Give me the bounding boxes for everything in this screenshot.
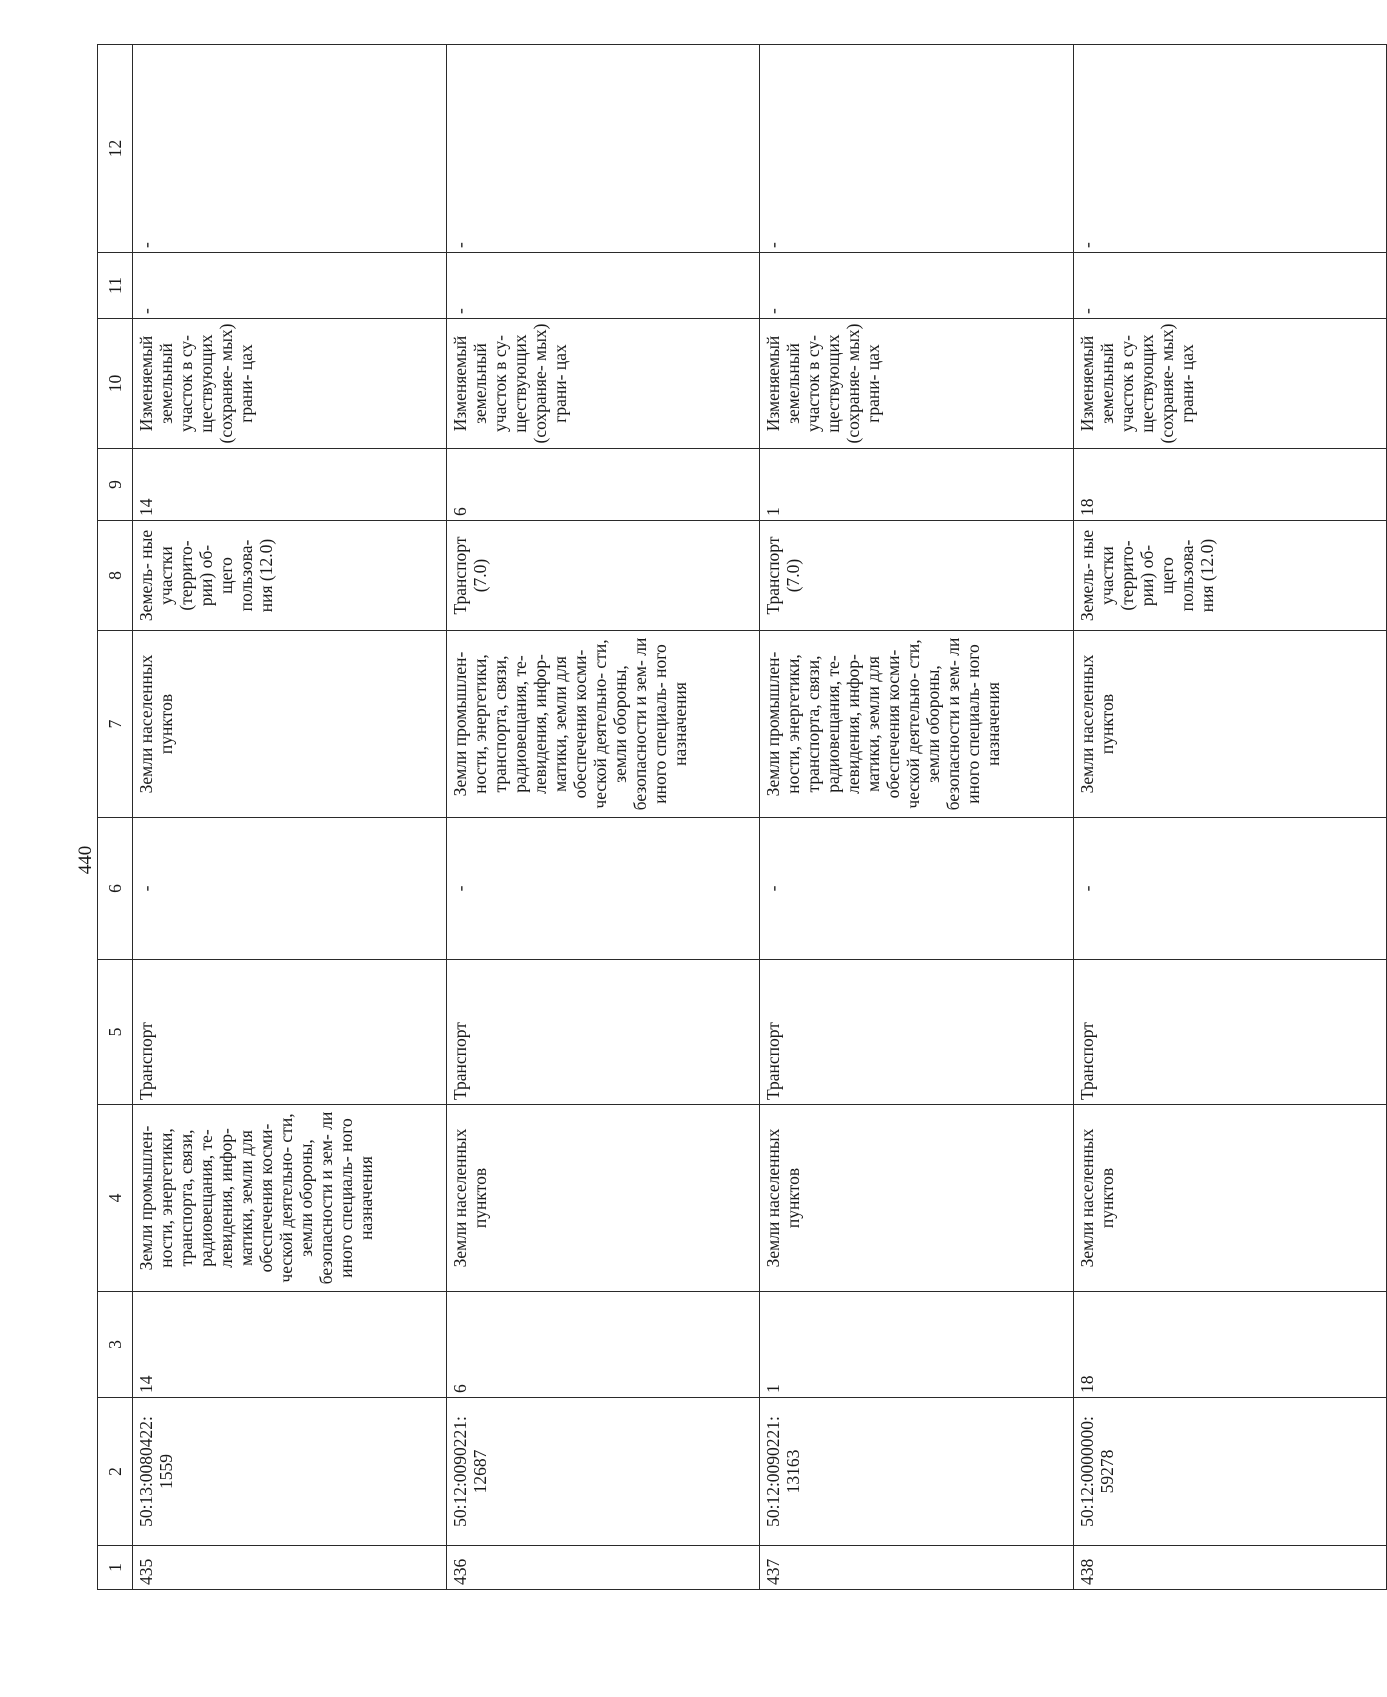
cell-col12: - [1073, 45, 1386, 253]
plot-status-cell: Изменяемый земельный участок в су- ществующих (сохраняе- мых) грани- цах [133, 319, 446, 449]
column-header: 6 [98, 818, 133, 960]
cell-col6: - [760, 818, 1073, 960]
land-plots-table [97, 44, 1387, 1590]
land-category-cell: Земли населенных пунктов [133, 631, 446, 818]
cell-col5: Транспорт [446, 960, 759, 1105]
row-number-cell: 437 [760, 1546, 1073, 1590]
cell-col11: - [1073, 253, 1386, 319]
column-header: 3 [98, 1292, 133, 1398]
cell-col11: - [760, 253, 1073, 319]
cadastral-number-cell: 50:13:0080422: 1559 [133, 1398, 446, 1546]
column-header: 7 [98, 631, 133, 818]
table-row [133, 45, 446, 1590]
cadastral-number-cell: 50:12:0090221: 13163 [760, 1398, 1073, 1546]
row-number-cell: 438 [1073, 1546, 1386, 1590]
permitted-use-cell: Транспорт (7.0) [760, 521, 1073, 631]
cell-col9: 1 [760, 449, 1073, 521]
cell-col9: 18 [1073, 449, 1386, 521]
table-row [1073, 45, 1386, 1590]
cell-col3: 14 [133, 1292, 446, 1398]
plot-status-cell: Изменяемый земельный участок в су- ществующих (сохраняе- мых) грани- цах [446, 319, 759, 449]
cell-col3: 18 [1073, 1292, 1386, 1398]
cell-col3: 6 [446, 1292, 759, 1398]
column-header: 11 [98, 253, 133, 319]
land-category-cell: Земли промышлен- ности, энергетики, транспорта, связи, радиовещания, те- левидения, инфор- матики, земли для обеспечения косми- ческой деятельно- сти, земли обороны, безопасности и зем- ли иного специаль- ного назначения [446, 631, 759, 818]
cadastral-number-cell: 50:12:0090221: 12687 [446, 1398, 759, 1546]
plot-status-cell: Изменяемый земельный участок в су- ществующих (сохраняе- мых) грани- цах [1073, 319, 1386, 449]
cadastral-number-cell: 50:12:0000000: 59278 [1073, 1398, 1386, 1546]
column-header: 12 [98, 45, 133, 253]
column-header: 2 [98, 1398, 133, 1546]
land-category-cell: Земли промышлен- ности, энергетики, транспорта, связи, радиовещания, те- левидения, инфор- матики, земли для обеспечения косми- ческой деятельно- сти, земли обороны, безопасности и зем- ли иного специаль- ного назначения [133, 1105, 446, 1292]
cell-col9: 14 [133, 449, 446, 521]
cell-col12: - [446, 45, 759, 253]
column-header: 8 [98, 521, 133, 631]
land-category-cell: Земли населенных пунктов [1073, 1105, 1386, 1292]
permitted-use-cell: Земель- ные участки (террито- рии) об- щего пользова- ния (12.0) [133, 521, 446, 631]
cell-col6: - [133, 818, 446, 960]
plot-status-cell: Изменяемый земельный участок в су- ществующих (сохраняе- мых) грани- цах [760, 319, 1073, 449]
column-header: 4 [98, 1105, 133, 1292]
column-header: 10 [98, 319, 133, 449]
cell-col5: Транспорт [760, 960, 1073, 1105]
row-number-cell: 436 [446, 1546, 759, 1590]
land-category-cell: Земли населенных пунктов [446, 1105, 759, 1292]
table-row [446, 45, 759, 1590]
cell-col9: 6 [446, 449, 759, 521]
cell-col5: Транспорт [133, 960, 446, 1105]
cell-col6: - [446, 818, 759, 960]
permitted-use-cell: Транспорт (7.0) [446, 521, 759, 631]
cell-col11: - [446, 253, 759, 319]
land-category-cell: Земли населенных пунктов [1073, 631, 1386, 818]
cell-col12: - [133, 45, 446, 253]
land-category-cell: Земли промышлен- ности, энергетики, транспорта, связи, радиовещания, те- левидения, инфор- матики, земли для обеспечения косми- ческой деятельно- сти, земли обороны, безопасности и зем- ли иного специаль- ного назначения [760, 631, 1073, 818]
cell-col12: - [760, 45, 1073, 253]
page-number: 440 [75, 845, 96, 875]
table-row [760, 45, 1073, 1590]
cell-col3: 1 [760, 1292, 1073, 1398]
rotated-table-wrapper [97, 45, 1387, 1590]
row-number-cell: 435 [133, 1546, 446, 1590]
cell-col6: - [1073, 818, 1386, 960]
cell-col11: - [133, 253, 446, 319]
table-header-row [98, 45, 133, 1590]
cell-col5: Транспорт [1073, 960, 1386, 1105]
permitted-use-cell: Земель- ные участки (террито- рии) об- щего пользова- ния (12.0) [1073, 521, 1386, 631]
column-header: 1 [98, 1546, 133, 1590]
land-category-cell: Земли населенных пунктов [760, 1105, 1073, 1292]
column-header: 5 [98, 960, 133, 1105]
column-header: 9 [98, 449, 133, 521]
